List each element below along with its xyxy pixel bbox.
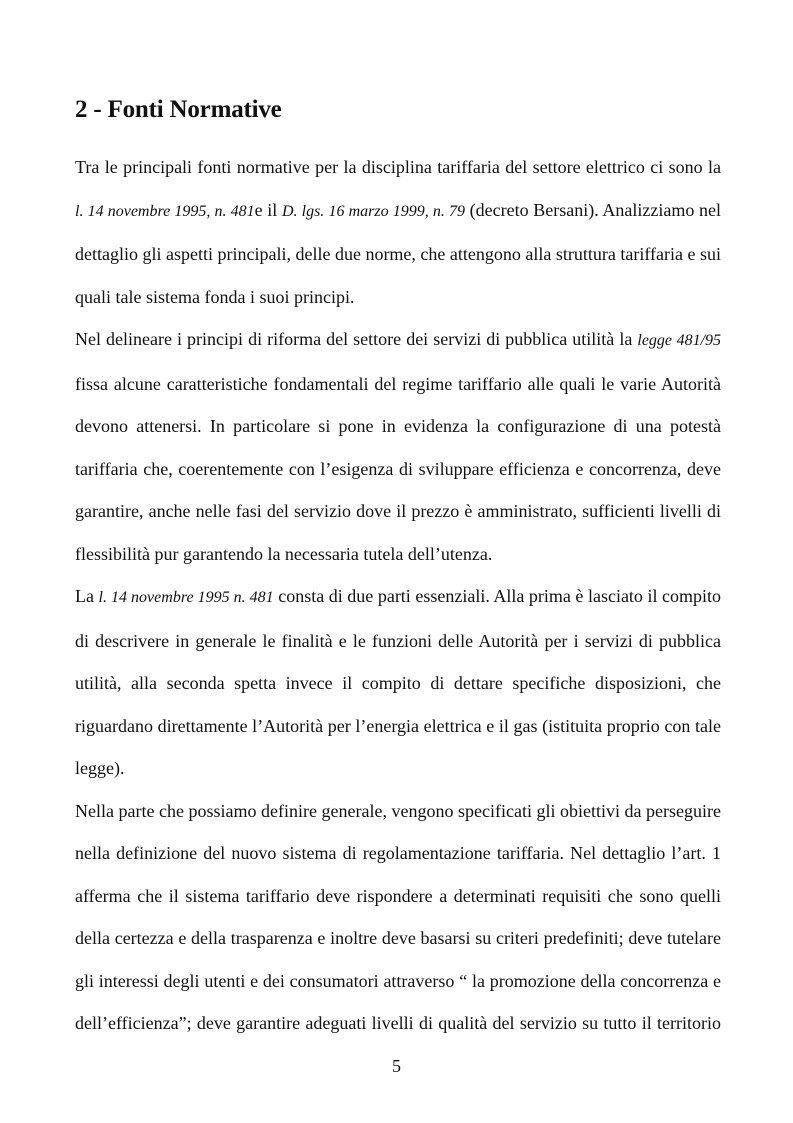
paragraph-1-text-c: (decreto Bersani). Analizziamo nel dettaglio gli aspetti principali, delle due norme, che attengono alla struttura tariffaria e sui quali tale sistema fonda i suoi principi. [75, 199, 721, 307]
law-citation-dlgs-79-1999: D. lgs. 16 marzo 1999, n. 79 [281, 202, 466, 220]
body-text [75, 146, 721, 1045]
law-citation-l-481-1995-short: l. 14 novembre 1995 n. 481 [98, 589, 274, 606]
paragraph-4 [75, 790, 721, 1045]
paragraph-4-text-a: Nella parte che possiamo definire generale, vengono specificati gli obiettivi da perseguire nella definizione del nuovo sistema di regolamentazione tariffaria. Nel dettaglio l’art. 1 afferma che il sistema tariffario deve rispondere a determinati requisiti che sono quelli della certezza e della trasparenza e inoltre deve basarsi su criteri predefiniti; deve tutelare gli interessi degli utenti e dei consumatori attraverso “ la promozione della concorrenza e dell’efficienza”; deve garantire adeguati livelli di qualità del servizio su tutto il territorio [75, 800, 721, 1033]
law-citation-l-481-1995: l. 14 novembre 1995, n. 481 [75, 202, 255, 220]
paragraph-2-text-b: fissa alcune caratteristiche fondamentali del regime tariffario alle quali le varie Autorità devono attenersi. In particolare si pone in evidenza la configurazione di una potestà tariffaria che, coerentemente con l’esigenza di sviluppare efficienza e concorrenza, deve garantire, anche nelle fasi del servizio dove il prezzo è amministrato, sufficienti livelli di flessibilità pur garantendo la necessaria tutela dell’utenza. [75, 373, 721, 564]
paragraph-1-text-b: e il [254, 199, 282, 220]
paragraph-3-text-a: La [75, 586, 99, 606]
paragraph-1-text-a: Tra le principali fonti normative per la disciplina tariffaria del settore elettrico ci sono la [75, 157, 721, 177]
paragraph-2 [75, 318, 721, 575]
paragraph-2-text-a: Nel delineare i principi di riforma del settore dei servizi di pubblica utilità la [75, 329, 638, 349]
paragraph-3-text-b: consta di due parti essenziali. Alla prima è lasciato il compito di descrivere in generale le finalità e le funzioni delle Autorità per i servizi di pubblica utilità, alla seconda spetta invece il compito di dettare specifiche disposizioni, che riguardano direttamente l’Autorità per l’energia elettrica e il gas (istituita proprio con tale legge). [75, 586, 722, 778]
page-number: 5 [392, 1056, 401, 1076]
law-citation-legge-481-95: legge 481/95 [637, 332, 722, 349]
paragraph-3 [75, 575, 721, 790]
paragraph-1 [75, 146, 721, 318]
section-title: 2 - Fonti Normative [75, 96, 282, 123]
